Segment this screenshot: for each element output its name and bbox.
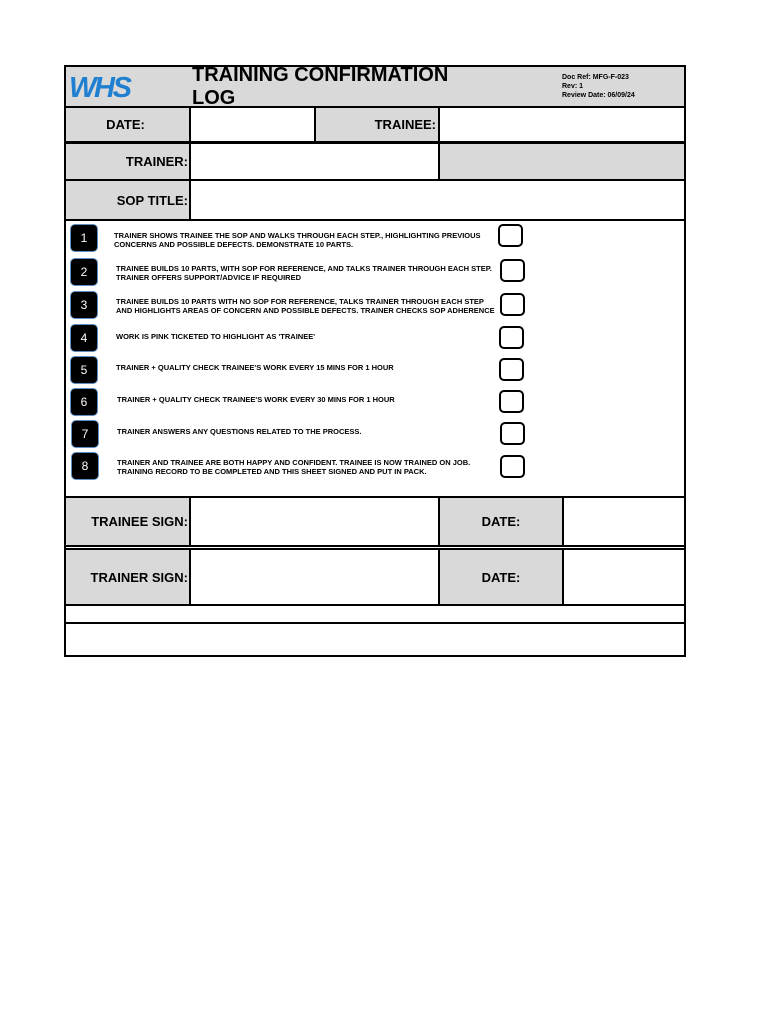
step-number: 1 [71, 225, 97, 251]
trainee-sign-date-field[interactable] [564, 498, 684, 545]
footer-row-1 [66, 606, 684, 622]
step-text: WORK IS PINK TICKETED TO HIGHLIGHT AS 'TRAINEE' [116, 332, 315, 341]
step-number: 6 [71, 389, 97, 415]
date-field[interactable] [191, 108, 314, 141]
step-text: TRAINEE BUILDS 10 PARTS WITH NO SOP FOR REFERENCE, TALKS TRAINER THROUGH EACH STEP AND HIGHLIGHTS AREAS OF CONCERN AND POSSIBLE DEFECTS. TRAINER CHECKS SOP ADHERENCE [116, 297, 495, 315]
date-label: DATE: [66, 108, 189, 141]
step-text: TRAINER AND TRAINEE ARE BOTH HAPPY AND CONFIDENT. TRAINEE IS NOW TRAINED ON JOB. TRAINING RECORD TO BE COMPLETED AND THIS SHEET SIGNED AND PUT IN PACK. [117, 458, 471, 476]
step-checkbox[interactable] [499, 326, 524, 349]
trainer-sign-date-label: DATE: [440, 550, 562, 604]
trainer-signature-field[interactable] [191, 550, 438, 604]
step-number: 8 [72, 453, 98, 479]
training-confirmation-form [64, 65, 686, 657]
step-number: 4 [71, 325, 97, 351]
step-checkbox[interactable] [500, 455, 525, 478]
trainee-sign-label: TRAINEE SIGN: [66, 498, 189, 545]
svg-text:WHS: WHS [69, 72, 131, 101]
step-checkbox[interactable] [500, 293, 525, 316]
step-checkbox[interactable] [499, 390, 524, 413]
trainee-sign-date-label: DATE: [440, 498, 562, 545]
revision: Rev: 1 [562, 83, 584, 90]
trainer-label: TRAINER: [66, 144, 189, 179]
step-text: TRAINER + QUALITY CHECK TRAINEE'S WORK EVERY 30 MINS FOR 1 HOUR [117, 395, 395, 404]
trainer-sign-label: TRAINER SIGN: [66, 550, 189, 604]
step-text: TRAINER ANSWERS ANY QUESTIONS RELATED TO THE PROCESS. [117, 427, 362, 436]
step-number: 5 [71, 357, 97, 383]
trainer-field[interactable] [191, 144, 438, 179]
step-checkbox[interactable] [500, 422, 525, 445]
step-checkbox[interactable] [499, 358, 524, 381]
step-checkbox[interactable] [500, 259, 525, 282]
step-text: TRAINEE BUILDS 10 PARTS, WITH SOP FOR REFERENCE, AND TALKS TRAINER THROUGH EACH STEP. TRAINER OFFERS SUPPORT/ADVICE IF REQUIRED [116, 264, 492, 282]
trainee-signature-field[interactable] [191, 498, 438, 545]
trainer-sign-date-field[interactable] [564, 550, 684, 604]
doc-ref: Doc Ref: MFG-F-023 [562, 74, 629, 81]
step-text: TRAINER + QUALITY CHECK TRAINEE'S WORK EVERY 15 MINS FOR 1 HOUR [116, 363, 394, 372]
trainer-row-blank [440, 144, 684, 179]
review-date: Review Date: 06/09/24 [562, 92, 635, 99]
step-number: 2 [71, 259, 97, 285]
step-text: TRAINER SHOWS TRAINEE THE SOP AND WALKS THROUGH EACH STEP., HIGHLIGHTING PREVIOUS CONCERNS AND POSSIBLE DEFECTS. DEMONSTRATE 10 PARTS. [114, 231, 481, 249]
step-checkbox[interactable] [498, 224, 523, 247]
sop-title-label: SOP TITLE: [66, 181, 189, 219]
step-number: 7 [72, 421, 98, 447]
trainee-field[interactable] [440, 108, 684, 141]
footer-row-2 [66, 624, 684, 655]
step-number: 3 [71, 292, 97, 318]
whs-logo [68, 71, 134, 101]
page-title: TRAINING CONFIRMATION LOG [192, 64, 449, 109]
sop-title-field[interactable] [191, 181, 684, 219]
document-meta [562, 73, 635, 100]
trainee-label: TRAINEE: [316, 108, 438, 141]
